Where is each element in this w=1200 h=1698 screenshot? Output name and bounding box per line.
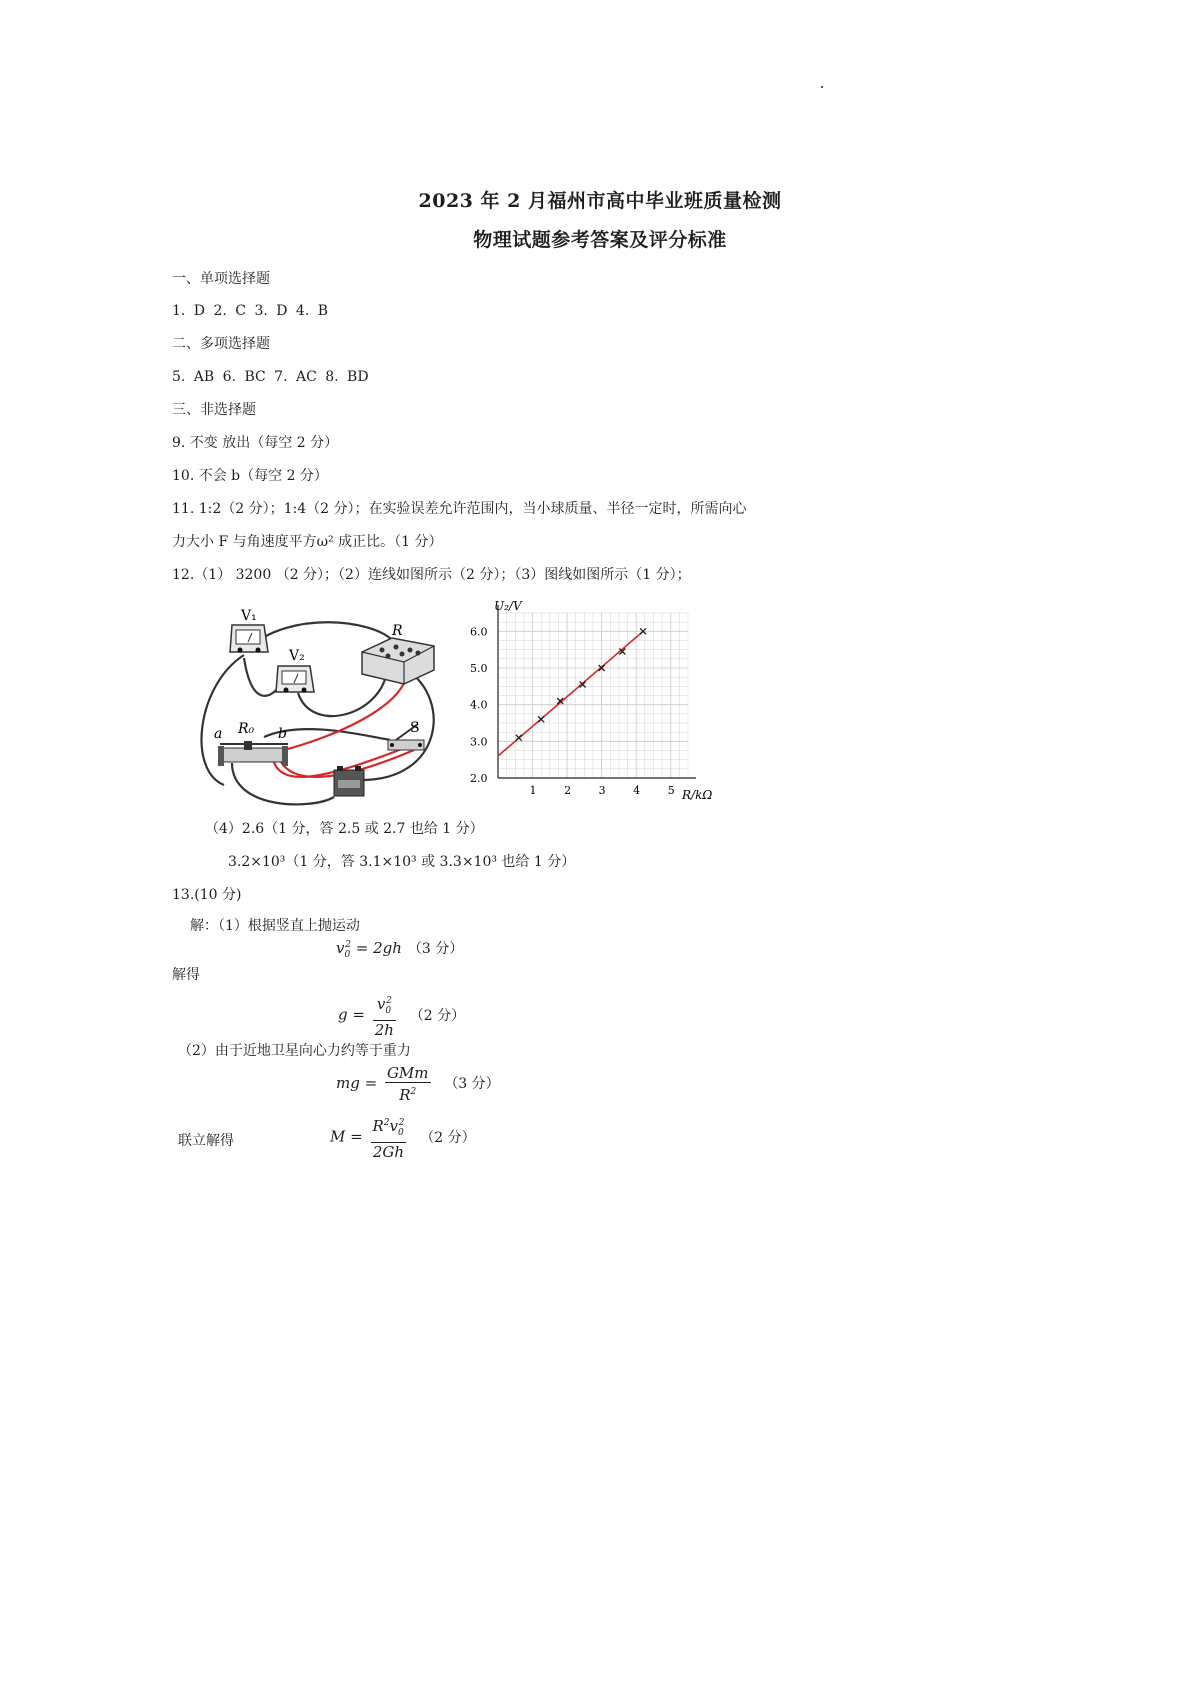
voltmeter-v2: [276, 666, 314, 693]
answer-q12-line1: 12.（1） 3200 （2 分）；（2）连线如图所示（2 分）；（3）图线如图所示（1 分）；: [172, 567, 691, 583]
doc-subtitle: 物理试题参考答案及评分标准: [473, 229, 727, 251]
answer-q12-part4-line2: 3.2×10³（1 分，答 3.1×10³ 或 3.3×10³ 也给 1 分）: [228, 854, 576, 870]
answer-q10: 10. 不会 b（每空 2 分）: [172, 468, 328, 484]
x-tick-label: 3: [598, 784, 606, 797]
section-heading-single-choice: 一、单项选择题: [172, 271, 270, 287]
circuit-diagram: [192, 600, 452, 810]
answer-q13-jiede: 解得: [172, 967, 200, 983]
answer-q9: 9. 不变 放出（每空 2 分）: [172, 435, 339, 451]
resistance-box: [362, 638, 434, 684]
equation-1: $v_0^2 = 2gh$ （3 分）: [336, 939, 464, 960]
label-a: a: [214, 726, 223, 742]
answer-q11-line1: 11. 1:2（2 分）；1:4（2 分）；在实验误差允许范围内，当小球质量、半径一定时，所需向心: [172, 501, 747, 517]
plot-tick-labels: [470, 625, 675, 797]
y-tick-label: 2.0: [470, 772, 488, 785]
x-tick-label: 1: [529, 784, 537, 797]
wire: [362, 670, 434, 780]
wire: [232, 763, 334, 804]
equation-4-score: （2 分）: [420, 1129, 476, 1146]
equation-2-score: （2 分）: [409, 1007, 466, 1024]
y-tick-label: 3.0: [470, 735, 488, 749]
answer-q13-heading: 13.(10 分): [172, 887, 242, 903]
answers-single-choice: 1. D 2. C 3. D 4. B: [172, 303, 329, 319]
u2-r-plot: [470, 596, 740, 806]
wire: [248, 622, 392, 648]
y-tick-label: 4.0: [470, 698, 488, 712]
label-r: R: [392, 623, 403, 639]
answer-q13-solution-part1: 解：（1）根据竖直上抛运动: [190, 918, 360, 934]
x-tick-label: 5: [667, 784, 675, 797]
y-tick-label: 6.0: [470, 625, 488, 639]
equation-2: g = $\frac{v_0^2}{2h}$ （2 分）: [338, 992, 465, 1039]
answers-multi-choice: 5. AB 6. BC 7. AC 8. BD: [172, 369, 369, 385]
answer-q13-solution-part2: （2）由于近地卫星向心力约等于重力: [178, 1043, 411, 1059]
y-tick-label: 5.0: [470, 662, 488, 675]
label-v2: V₂: [289, 648, 305, 664]
equation-3-score: （3 分）: [444, 1076, 500, 1092]
rheostat-r0: [218, 741, 288, 766]
section-heading-non-choice: 三、非选择题: [172, 402, 256, 418]
voltmeter-v1: [230, 625, 268, 653]
section-heading-multi-choice: 二、多项选择题: [172, 336, 270, 352]
plot-ylabel: U₂/V: [494, 599, 522, 613]
label-b: b: [278, 726, 287, 742]
battery: [334, 766, 364, 796]
x-tick-label: 2: [564, 784, 572, 797]
wire: [244, 658, 276, 696]
answer-q11-line2: 力大小 F 与角速度平方ω² 成正比。（1 分）: [172, 534, 443, 550]
label-s: S: [410, 720, 420, 736]
scan-speck: [821, 86, 823, 88]
equation-1-score: （3 分）: [407, 941, 464, 957]
equation-4: M = $\frac{R^2v_0^2}{2Gh}$ （2 分）: [330, 1114, 476, 1161]
equation-3: mg = $\frac{\text{GMm}}{R^2}$ （3 分）: [336, 1064, 500, 1104]
answer-q12-part4-line1: （4）2.6（1 分，答 2.5 或 2.7 也给 1 分）: [205, 821, 484, 837]
x-tick-label: 4: [633, 784, 641, 797]
label-r0: R₀: [238, 721, 255, 737]
doc-title: 2023 年 2 月福州市高中毕业班质量检测: [418, 190, 782, 212]
label-v1: V₁: [241, 608, 257, 624]
data-point: [516, 735, 522, 741]
answer-q13-lianli: 联立解得: [178, 1133, 234, 1149]
plot-grid: [498, 613, 688, 778]
plot-xlabel: R/kΩ: [682, 788, 713, 802]
